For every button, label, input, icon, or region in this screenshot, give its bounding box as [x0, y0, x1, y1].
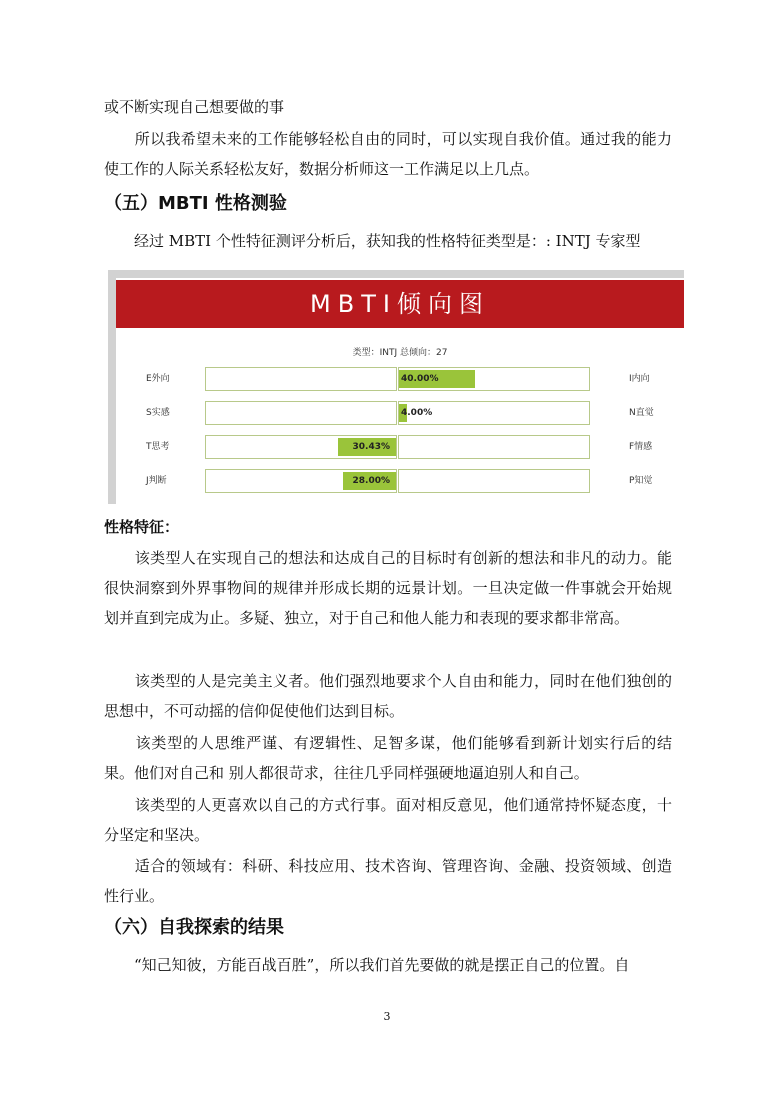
mbti-right-label: F情感	[629, 442, 653, 452]
paragraph-career-hope: 所以我希望未来的工作能够轻松自由的同时，可以实现自我价值。通过我的能力使工作的人际关系轻松友好，数据分析师这一工作满足以上几点。	[104, 130, 672, 178]
mbti-bar-value: 28.00%	[352, 476, 390, 486]
page-number: 3	[383, 1010, 391, 1023]
mbti-right-label: I内向	[629, 374, 650, 384]
mbti-right-label: N直觉	[629, 408, 654, 418]
mbti-bar-value: 30.43%	[352, 442, 390, 452]
mbti-left-label: T思考	[146, 442, 170, 452]
mbti-left-label: E外向	[146, 374, 170, 384]
traits-heading: 性格特征：	[104, 518, 180, 536]
mbti-bar-value: 4.00%	[401, 408, 433, 418]
mbti-bar-right	[398, 367, 590, 391]
mbti-bar-left	[205, 401, 397, 425]
mbti-chart-title: MBTI倾向图	[116, 280, 684, 328]
mbti-left-label: J判断	[146, 476, 167, 486]
section-heading-mbti: （五）MBTI 性格测验	[104, 193, 287, 214]
paragraph-top: 或不断实现自己想要做的事	[104, 98, 285, 116]
mbti-bar-left	[205, 367, 397, 391]
mbti-row	[116, 401, 684, 425]
paragraph-mbti-intro: 经过 MBTI 个性特征测评分析后，获知我的性格特征类型是：: INTJ 专家型	[104, 232, 641, 250]
paragraph-trait-5: 适合的领域有：科研、科技应用、技术咨询、管理咨询、金融、投资领域、创造性行业。	[104, 857, 672, 905]
mbti-row	[116, 367, 684, 391]
mbti-row	[116, 469, 684, 493]
mbti-chart-summary: 类型：INTJ 总倾向：27	[352, 348, 448, 358]
mbti-bar-left	[205, 469, 397, 493]
paragraph-trait-2: 该类型的人是完美主义者。他们强烈地要求个人自由和能力，同时在他们独创的思想中，不可动摇的信仰促使他们达到目标。	[104, 672, 672, 720]
paragraph-trait-1: 该类型人在实现自己的想法和达成自己的目标时有创新的想法和非凡的动力。能很快洞察到外界事物间的规律并形成长期的远景计划。一旦决定做一件事就会开始规划并直到完成为止。多疑、独立，对于自己和他人能力和表现的要求都非常高。	[104, 549, 672, 627]
mbti-bar-left	[205, 435, 397, 459]
mbti-bar-right	[398, 435, 590, 459]
section-heading-self-exploration: （六）自我探索的结果	[104, 917, 284, 938]
mbti-bar-right	[398, 469, 590, 493]
mbti-chart-panel	[116, 278, 684, 504]
mbti-chart-figure	[108, 270, 684, 504]
mbti-right-label: P知觉	[629, 476, 653, 486]
paragraph-self-exploration: “知己知彼，方能百战百胜”，所以我们首先要做的就是摆正自己的位置。自	[104, 956, 630, 974]
mbti-bar-right	[398, 401, 590, 425]
paragraph-trait-4: 该类型的人更喜欢以自己的方式行事。面对相反意见，他们通常持怀疑态度，十分坚定和坚决。	[104, 796, 672, 844]
paragraph-trait-3: 该类型的人思维严谨、有逻辑性、足智多谋，他们能够看到新计划实行后的结果。他们对自己和 别人都很苛求，往往几乎同样强硬地逼迫别人和自己。	[104, 734, 672, 782]
mbti-bar-value: 40.00%	[401, 374, 439, 384]
mbti-row	[116, 435, 684, 459]
mbti-left-label: S实感	[146, 408, 170, 418]
